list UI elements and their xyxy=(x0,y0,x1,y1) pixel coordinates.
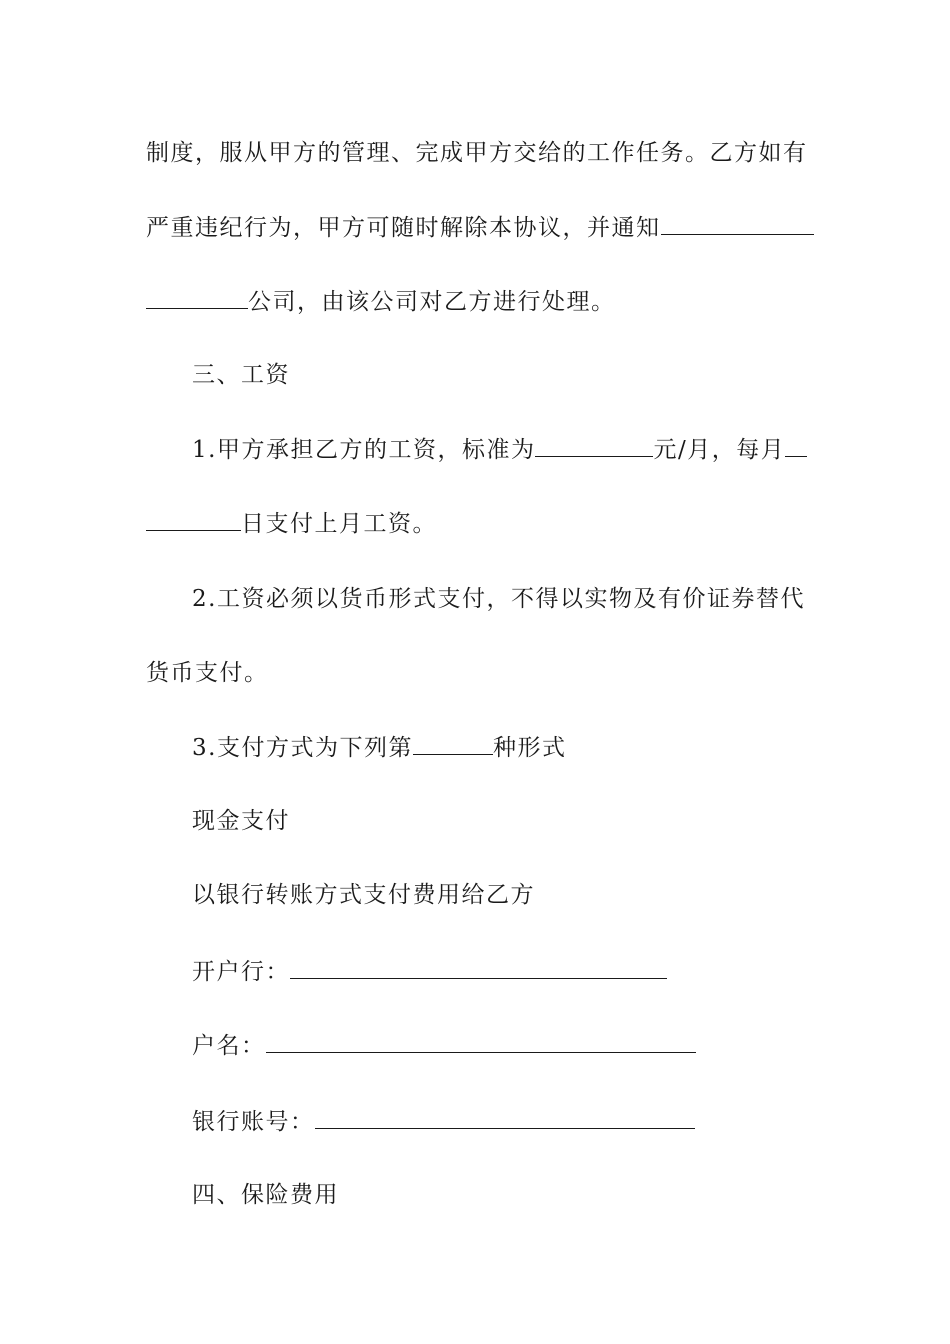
paragraph-line: 1.甲方承担乙方的工资，标准为 元/月，每月 xyxy=(192,434,807,465)
account-name-blank[interactable] xyxy=(266,1030,696,1053)
paragraph-line: 公司，由该公司对乙方进行处理。 xyxy=(146,286,616,317)
bank-field: 开户行： xyxy=(192,956,667,987)
account-number-field: 银行账号： xyxy=(192,1106,695,1137)
paragraph-line: 2.工资必须以货币形式支付，不得以实物及有价证券替代 xyxy=(192,586,805,612)
bank-name-blank[interactable] xyxy=(290,956,667,979)
paragraph-line: 3.支付方式为下列第 种形式 xyxy=(192,732,566,763)
paragraph-line: 货币支付。 xyxy=(146,660,269,686)
fill-in-blank[interactable] xyxy=(413,732,493,755)
paragraph-line: 日支付上月工资。 xyxy=(146,508,437,539)
section-heading: 四、保险费用 xyxy=(192,1182,339,1208)
fill-in-blank[interactable] xyxy=(661,212,814,235)
fill-in-blank[interactable] xyxy=(785,434,807,457)
payment-option: 现金支付 xyxy=(192,808,290,834)
fill-in-blank[interactable] xyxy=(535,434,653,457)
account-name-field: 户名： xyxy=(192,1030,696,1061)
paragraph-line: 严重违纪行为，甲方可随时解除本协议，并通知 xyxy=(146,212,814,243)
section-heading: 三、工资 xyxy=(192,362,290,388)
fill-in-blank[interactable] xyxy=(146,508,241,531)
account-number-blank[interactable] xyxy=(315,1106,695,1129)
paragraph-line: 制度，服从甲方的管理、完成甲方交给的工作任务。乙方如有 xyxy=(146,140,808,166)
payment-option: 以银行转账方式支付费用给乙方 xyxy=(192,882,535,908)
fill-in-blank[interactable] xyxy=(146,286,248,309)
